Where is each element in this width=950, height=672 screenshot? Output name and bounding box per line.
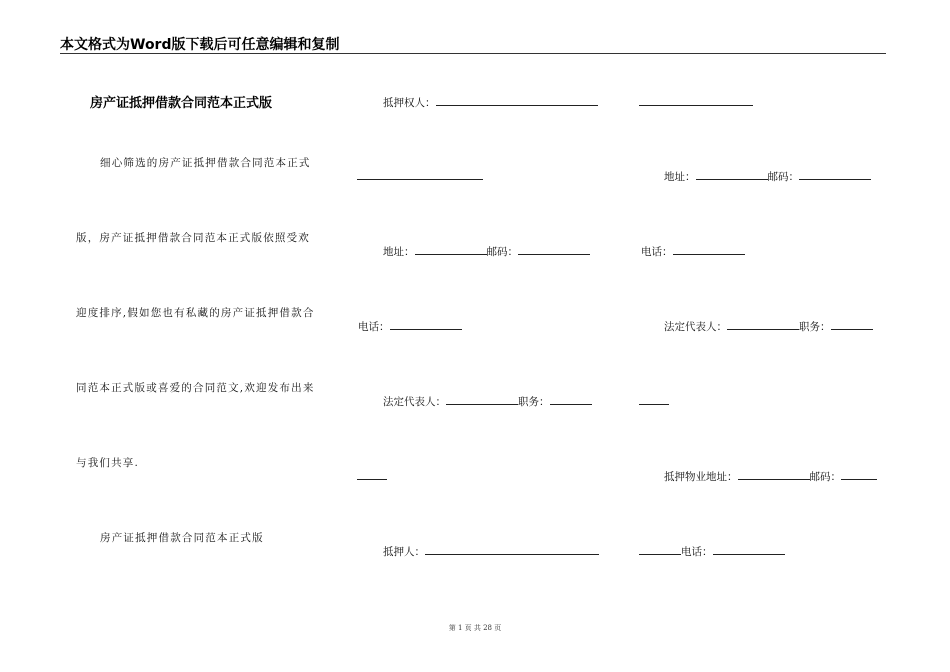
- intro-line-3: 迎度排序,假如您也有私藏的房产证抵押借款合: [76, 307, 315, 319]
- postcode-line: [841, 468, 877, 480]
- legal-rep-line: [446, 393, 518, 405]
- mortgagor-label: 抵押人：: [383, 546, 425, 558]
- mortgagee-label: 抵押权人：: [383, 97, 436, 109]
- page-number: 第 1 页 共 28 页: [448, 624, 502, 632]
- phone-line: [673, 243, 745, 255]
- postcode-label: 邮码：: [486, 246, 518, 258]
- blank-line-row1-right: [639, 94, 753, 109]
- address-label: 地址：: [664, 171, 696, 183]
- postcode-label: 邮码：: [767, 171, 799, 183]
- legal-rep-label: 法定代表人：: [664, 321, 727, 333]
- mortgagee-field: [383, 94, 598, 109]
- address-label: 地址：: [383, 246, 415, 258]
- blank-line: [639, 393, 669, 405]
- document-title: 房产证抵押借款合同范本正式版: [90, 96, 273, 111]
- blank-line: [639, 543, 681, 555]
- blank-line-row2: [357, 168, 483, 183]
- position-label: 职务：: [518, 396, 550, 408]
- legal-rep-label: 法定代表人：: [383, 396, 446, 408]
- mortgagee-line: [436, 94, 598, 106]
- address-line: [415, 243, 487, 255]
- mortgagor-field: [383, 543, 599, 558]
- intro-line-5: 与我们共享.: [76, 457, 140, 469]
- phone-label: 电话：: [681, 546, 713, 558]
- postcode-line: [799, 168, 871, 180]
- legal-rep-field-1: [383, 393, 592, 408]
- phone-field-3: [639, 543, 785, 558]
- position-line: [831, 318, 873, 330]
- address-field-1: [383, 243, 590, 258]
- phone-field-1: [358, 318, 462, 333]
- document-header: 本文格式为Word版下载后可任意编辑和复制: [60, 37, 340, 53]
- mortgagor-line: [425, 543, 599, 555]
- phone-label: 电话：: [358, 321, 390, 333]
- blank-line: [357, 468, 387, 480]
- property-address-line: [738, 468, 810, 480]
- postcode-label: 邮码：: [809, 471, 841, 483]
- property-address-label: 抵押物业地址：: [664, 471, 738, 483]
- intro-line-4: 同范本正式版或喜爱的合同范文,欢迎发布出来: [76, 382, 315, 394]
- phone-field-2: [641, 243, 745, 258]
- position-line: [550, 393, 592, 405]
- contract-subtitle: 房产证抵押借款合同范本正式版: [100, 532, 264, 544]
- legal-rep-line: [727, 318, 799, 330]
- address-line: [696, 168, 768, 180]
- postcode-line: [518, 243, 590, 255]
- header-divider: [60, 53, 886, 54]
- phone-label: 电话：: [641, 246, 673, 258]
- legal-rep-field-2: [664, 318, 873, 333]
- position-label: 职务：: [799, 321, 831, 333]
- phone-line: [390, 318, 462, 330]
- blank-line: [639, 94, 753, 106]
- property-address-field: [664, 468, 877, 483]
- phone-line: [713, 543, 785, 555]
- address-field-2: [664, 168, 871, 183]
- intro-line-1: 细心筛选的房产证抵押借款合同范本正式: [100, 157, 311, 169]
- blank-line: [357, 168, 483, 180]
- blank-line-row6: [357, 468, 387, 483]
- intro-line-2: 版，房产证抵押借款合同范本正式版依照受欢: [76, 232, 310, 244]
- blank-line-row5-right: [639, 393, 669, 408]
